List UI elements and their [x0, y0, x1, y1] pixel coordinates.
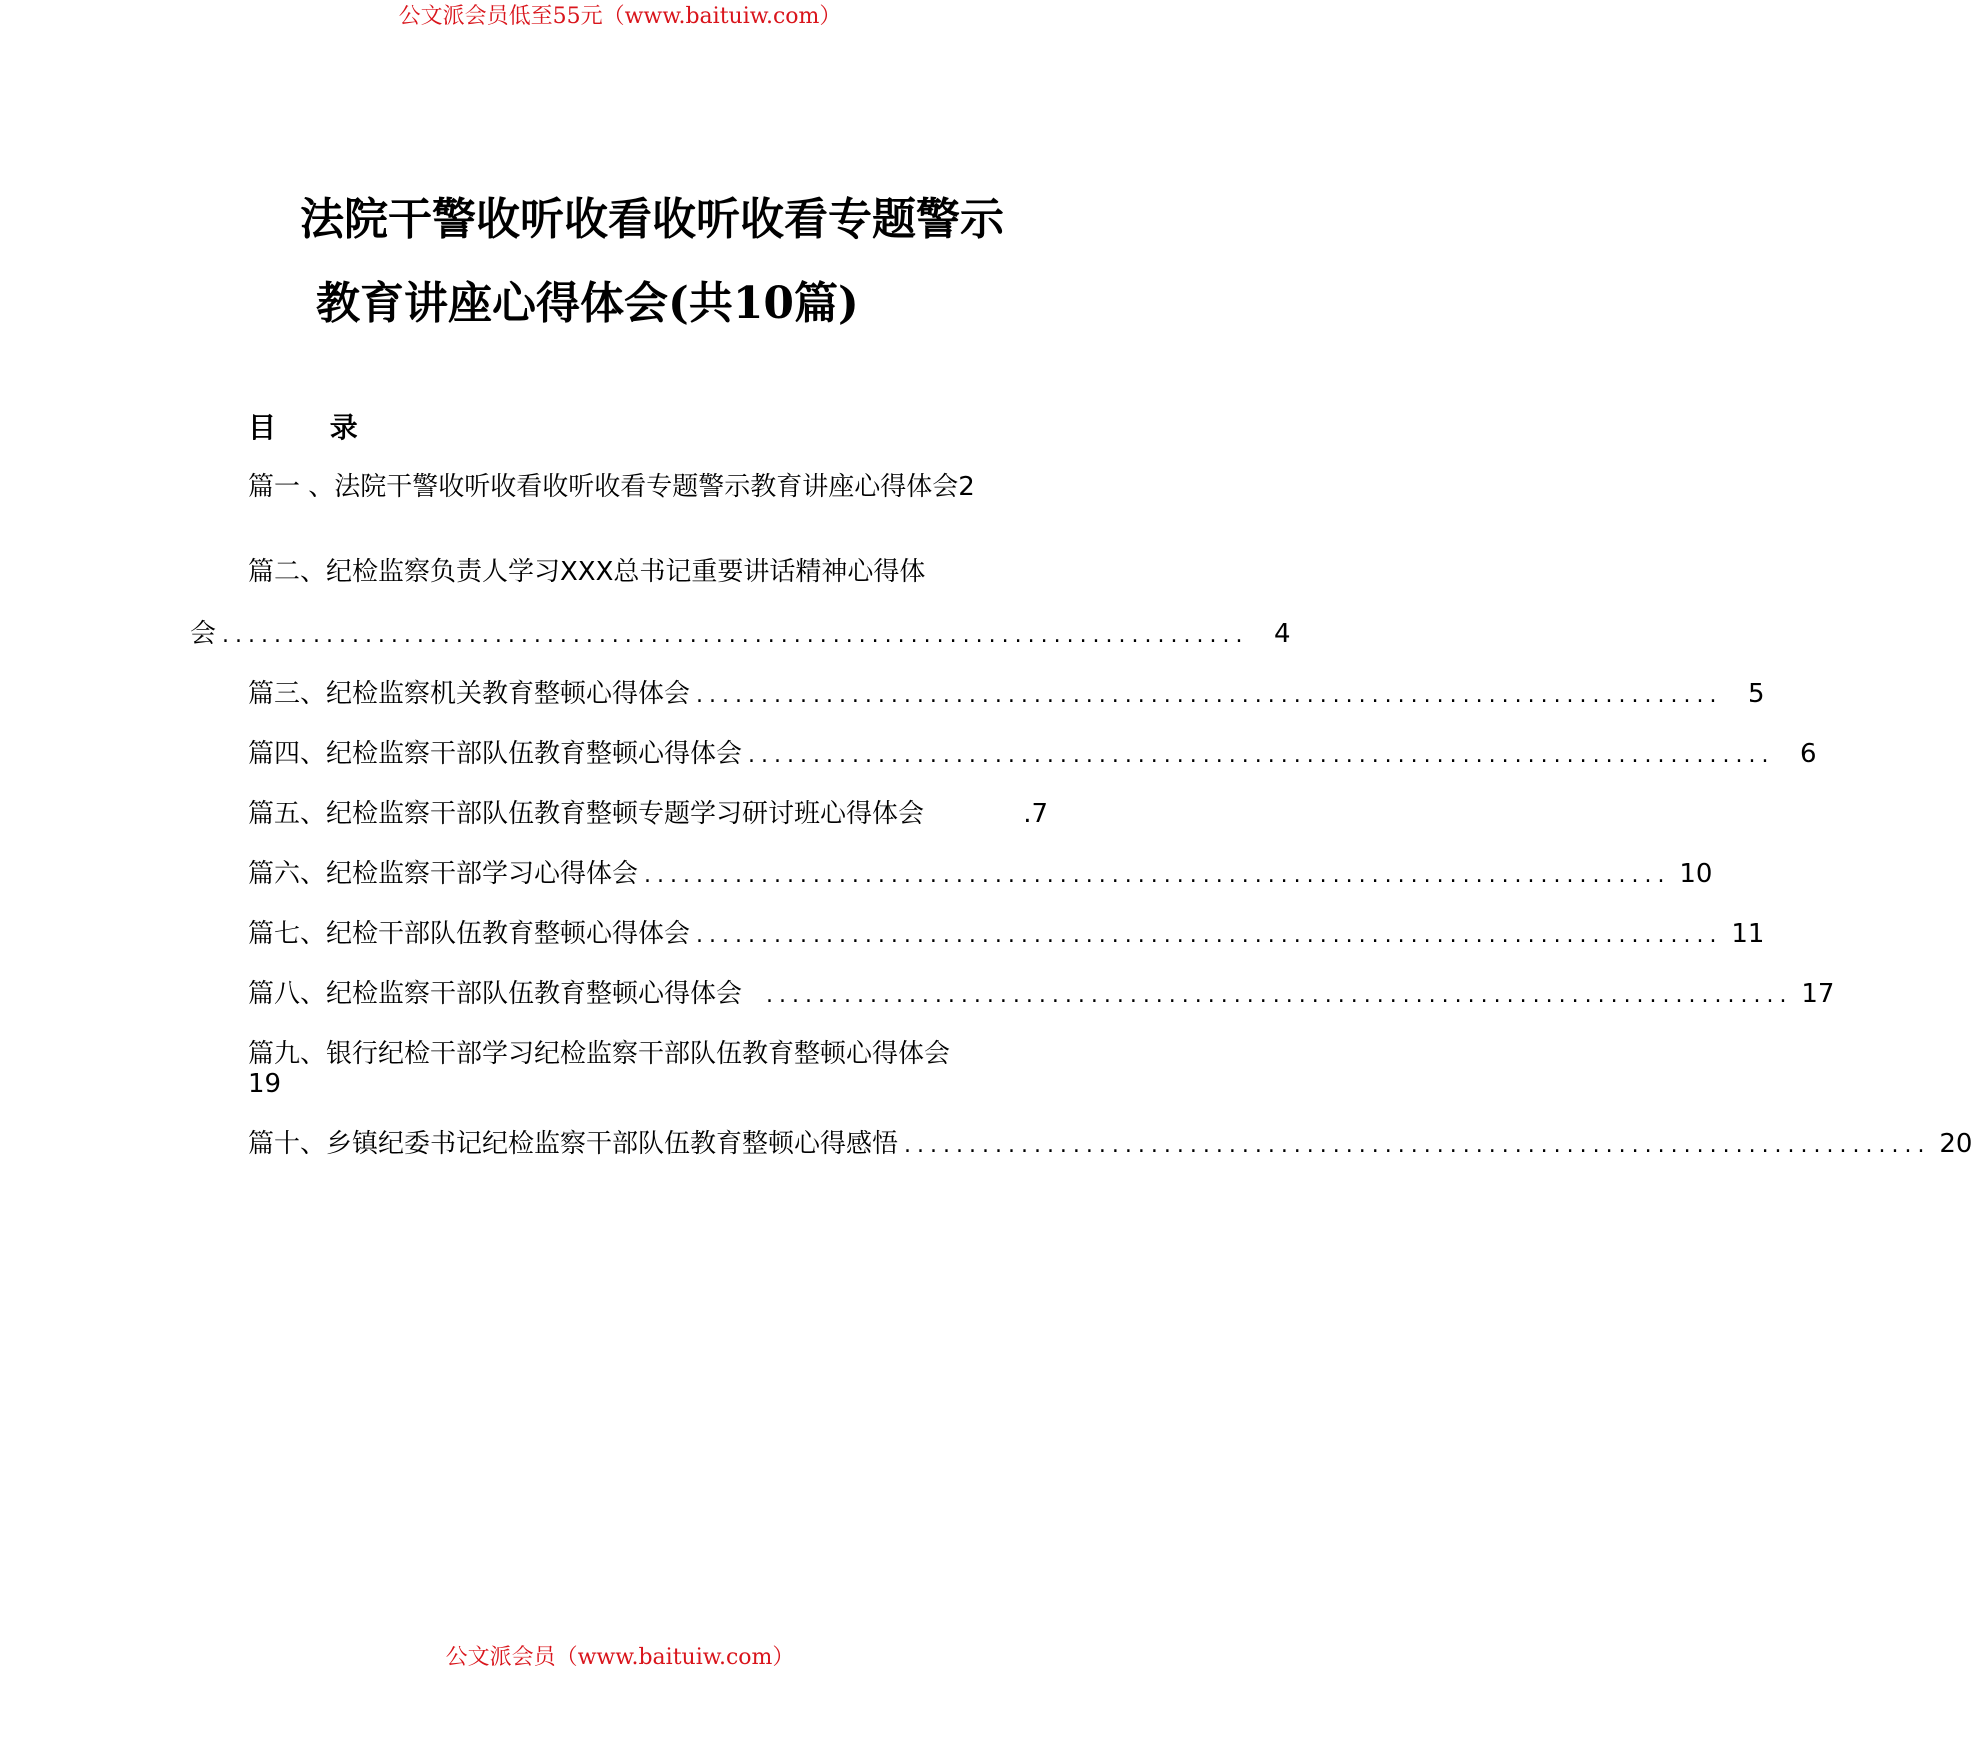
toc-item-page: 20: [1939, 1129, 1972, 1159]
toc-item-2-line-2[interactable]: [190, 616, 1291, 654]
toc-item-page: 17: [1801, 979, 1835, 1009]
toc-heading: 目 录: [248, 411, 380, 444]
header-ad-link[interactable]: 公文派会员低至55元（www.baituiw.com）: [398, 4, 842, 29]
toc-item-label: 篇五、纪检监察干部队伍教育整顿专题学习研讨班心得体会: [248, 799, 925, 829]
toc-leader-dots: ...............................................................................: [766, 983, 1793, 1008]
toc-leader-dots: ...............................................................................: [696, 923, 1723, 948]
toc-item-3[interactable]: [248, 676, 1765, 714]
toc-item-label: 篇三、纪检监察机关教育整顿心得体会: [248, 679, 691, 709]
toc-leader-dots: ...............................................................................: [222, 623, 1249, 648]
toc-item-4[interactable]: [248, 736, 1817, 774]
toc-item-7[interactable]: [248, 916, 1765, 954]
toc-item-9[interactable]: [248, 1036, 950, 1102]
toc-item-page: .7: [1023, 799, 1048, 829]
toc-item-label: 篇九、银行纪检干部学习纪检监察干部队伍教育整顿心得体会: [248, 1039, 951, 1069]
toc-item-label: 篇四、纪检监察干部队伍教育整顿心得体会: [248, 739, 743, 769]
toc-item-2-line-1[interactable]: 篇二、纪检监察负责人学习XXX总书记重要讲话精神心得体: [248, 557, 926, 587]
toc-item-label: 篇六、纪检监察干部学习心得体会: [248, 859, 639, 889]
document-title-line-2: 教育讲座心得体会(共10篇): [316, 278, 859, 329]
toc-item-5[interactable]: [248, 796, 1048, 832]
toc-leader-dots: ...............................................................................: [904, 1133, 1931, 1158]
toc-leader-dots: ...............................................................................: [696, 683, 1723, 708]
toc-item-label: 会: [190, 619, 217, 649]
toc-item-page: 5: [1747, 679, 1765, 709]
toc-item-page: 6: [1799, 739, 1817, 769]
toc-leader-dots: ...............................................................................: [748, 743, 1775, 768]
toc-item-6[interactable]: [248, 856, 1713, 894]
toc-item-1[interactable]: [248, 469, 975, 505]
toc-item-page: 11: [1731, 919, 1765, 949]
toc-item-label: 篇一 、法院干警收听收看收听收看专题警示教育讲座心得体会: [248, 472, 959, 502]
toc-item-page: 10: [1679, 859, 1713, 889]
toc-item-page: 4: [1273, 619, 1291, 649]
toc-item-label: 篇十、乡镇纪委书记纪检监察干部队伍教育整顿心得感悟: [248, 1129, 899, 1159]
toc-item-8[interactable]: [248, 976, 1835, 1014]
footer-ad-link[interactable]: 公文派会员（www.baituiw.com）: [445, 1645, 795, 1670]
toc-leader-dots: ...............................................................................: [644, 863, 1671, 888]
toc-item-page: 2: [958, 472, 975, 502]
toc-item-10[interactable]: [248, 1126, 1972, 1164]
toc-item-page: 19: [248, 1069, 282, 1099]
toc-item-label: 篇八、纪检监察干部队伍教育整顿心得体会: [248, 979, 743, 1009]
toc-item-label: 篇七、纪检干部队伍教育整顿心得体会: [248, 919, 691, 949]
document-title-line-1: 法院干警收听收看收听收看专题警示: [300, 194, 1004, 245]
